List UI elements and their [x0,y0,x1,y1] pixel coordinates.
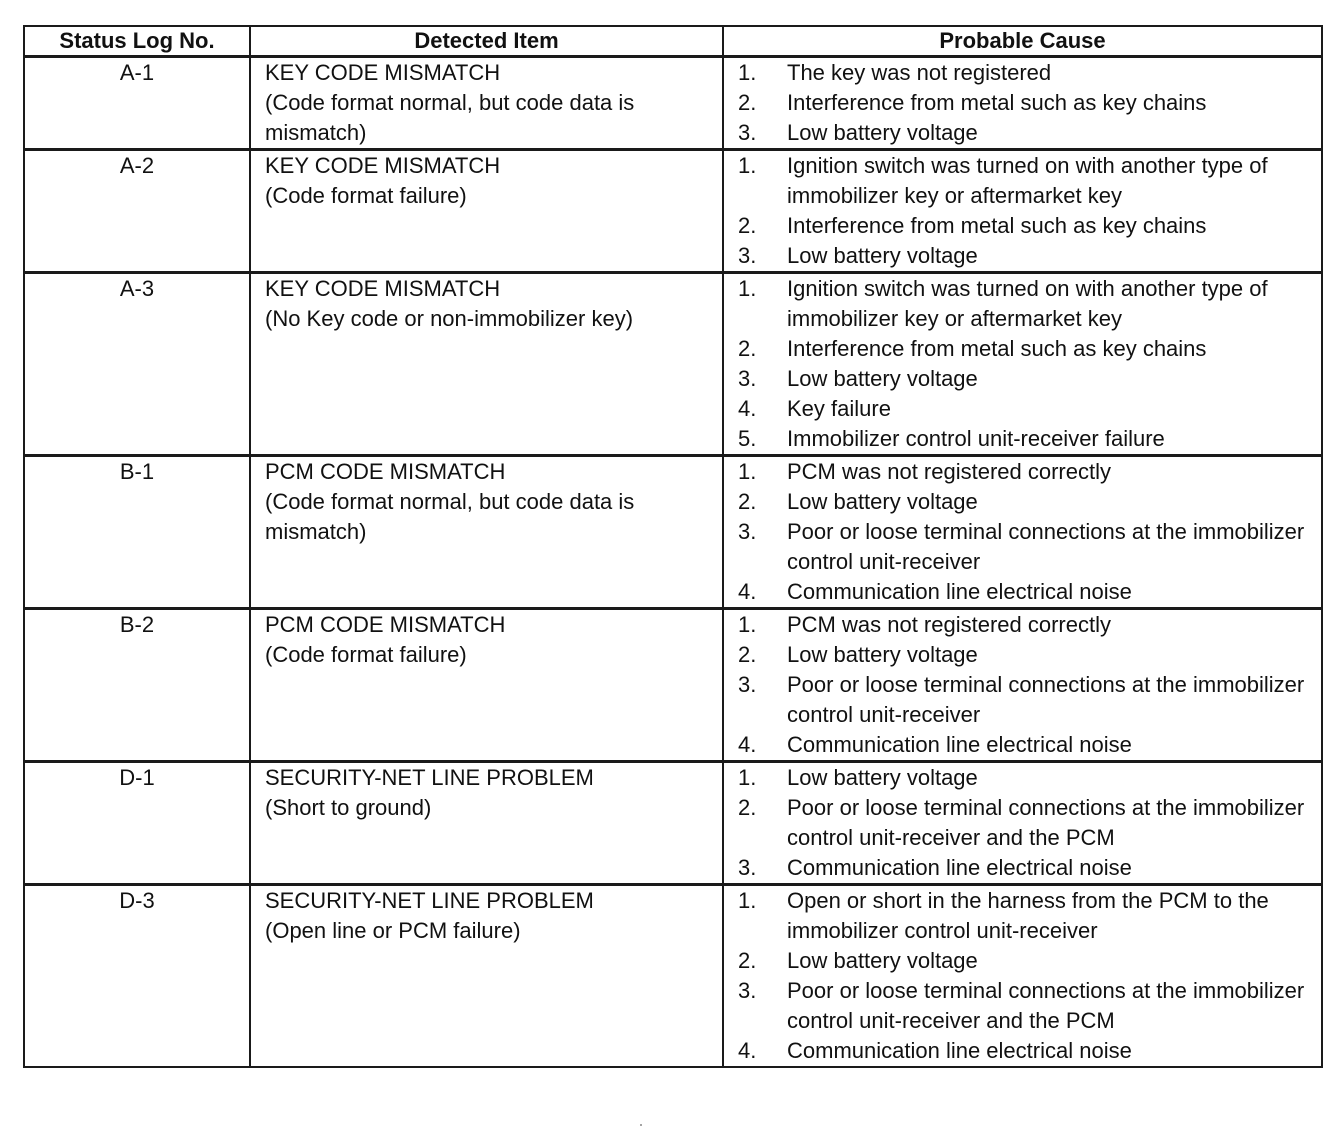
detected-item-cell [250,609,723,762]
cause-text: Open or short in the harness from the PCM to the immobilizer control unit-receiver [787,888,1269,943]
probable-cause-cell [723,57,1322,150]
probable-cause-item [738,640,1313,670]
table-row-b-1 [24,456,1322,609]
cause-number: 2. [738,336,757,361]
table-row-a-3 [24,273,1322,456]
cause-number: 4. [738,579,757,604]
cause-text: Interference from metal such as key chains [787,336,1207,361]
header-detected-item: Detected Item [250,26,723,57]
table-row-d-1 [24,762,1322,885]
detected-item-detail: (Code format failure) [265,642,467,667]
status-log-code: B-1 [24,456,250,609]
cause-text: Low battery voltage [787,120,978,145]
probable-cause-item [738,517,1313,577]
detected-item-title: PCM CODE MISMATCH [265,612,506,637]
table-row-b-2 [24,609,1322,762]
cause-text: Communication line electrical noise [787,732,1132,757]
probable-cause-item [738,853,1313,883]
detected-item-detail: (Open line or PCM failure) [265,918,521,943]
cause-text: Key failure [787,396,891,421]
table-header-row [24,26,1322,57]
cause-text: Ignition switch was turned on with another type of immobilizer key or aftermarket key [787,153,1268,208]
cause-text: PCM was not registered correctly [787,459,1111,484]
cause-number: 3. [738,243,757,268]
cause-number: 3. [738,366,757,391]
status-log-code: D-3 [24,885,250,1068]
detected-item-title: KEY CODE MISMATCH [265,153,501,178]
probable-cause-cell [723,150,1322,273]
cause-text: Low battery voltage [787,765,978,790]
cause-number: 3. [738,672,757,697]
probable-cause-cell [723,762,1322,885]
detected-item-title: KEY CODE MISMATCH [265,276,501,301]
detected-item-detail: (Code format normal, but code data is mismatch) [265,489,635,544]
probable-cause-list [738,274,1313,454]
probable-cause-item [738,946,1313,976]
detected-item-cell [250,885,723,1068]
probable-cause-item [738,610,1313,640]
detected-item-detail: (Code format normal, but code data is mismatch) [265,90,635,145]
probable-cause-item [738,118,1313,148]
probable-cause-item [738,793,1313,853]
probable-cause-item [738,457,1313,487]
probable-cause-list [738,151,1313,271]
cause-text: Communication line electrical noise [787,1038,1132,1063]
cause-number: 5. [738,426,757,451]
status-log-table [23,25,1323,1068]
status-log-code: A-1 [24,57,250,150]
status-log-table-container [23,25,1321,1068]
probable-cause-item [738,364,1313,394]
probable-cause-item [738,1036,1313,1066]
probable-cause-cell [723,456,1322,609]
scan-speck [640,1124,642,1126]
cause-number: 1. [738,276,757,301]
cause-number: 4. [738,396,757,421]
cause-text: Communication line electrical noise [787,855,1132,880]
probable-cause-cell [723,609,1322,762]
detected-item-cell [250,57,723,150]
probable-cause-item [738,394,1313,424]
probable-cause-cell [723,273,1322,456]
probable-cause-item [738,487,1313,517]
cause-text: Immobilizer control unit-receiver failure [787,426,1165,451]
cause-text: PCM was not registered correctly [787,612,1111,637]
detected-item-title: KEY CODE MISMATCH [265,60,501,85]
probable-cause-item [738,577,1313,607]
cause-number: 2. [738,642,757,667]
table-row-d-3 [24,885,1322,1068]
cause-number: 3. [738,519,757,544]
cause-text: Ignition switch was turned on with another type of immobilizer key or aftermarket key [787,276,1268,331]
probable-cause-item [738,886,1313,946]
cause-number: 1. [738,765,757,790]
cause-text: Low battery voltage [787,489,978,514]
cause-text: Communication line electrical noise [787,579,1132,604]
probable-cause-list [738,610,1313,760]
status-log-code: A-2 [24,150,250,273]
cause-text: Poor or loose terminal connections at the immobilizer control unit-receiver and the PCM [787,978,1305,1033]
probable-cause-item [738,730,1313,760]
probable-cause-list [738,457,1313,607]
probable-cause-list [738,886,1313,1066]
probable-cause-item [738,976,1313,1036]
detected-item-title: SECURITY-NET LINE PROBLEM [265,888,594,913]
detected-item-cell [250,456,723,609]
header-status-log-no: Status Log No. [24,26,250,57]
probable-cause-list [738,58,1313,148]
detected-item-detail: (Code format failure) [265,183,467,208]
cause-number: 1. [738,888,757,913]
detected-item-title: SECURITY-NET LINE PROBLEM [265,765,594,790]
cause-number: 2. [738,795,757,820]
cause-text: Low battery voltage [787,642,978,667]
detected-item-cell [250,762,723,885]
cause-number: 3. [738,855,757,880]
status-log-code: D-1 [24,762,250,885]
cause-number: 2. [738,489,757,514]
cause-text: Poor or loose terminal connections at the immobilizer control unit-receiver [787,519,1305,574]
cause-text: Interference from metal such as key chains [787,90,1207,115]
detected-item-cell [250,273,723,456]
probable-cause-cell [723,885,1322,1068]
probable-cause-item [738,211,1313,241]
cause-number: 3. [738,978,757,1003]
cause-number: 4. [738,1038,757,1063]
cause-number: 1. [738,612,757,637]
status-log-code: A-3 [24,273,250,456]
probable-cause-item [738,424,1313,454]
detected-item-cell [250,150,723,273]
probable-cause-item [738,58,1313,88]
cause-text: Poor or loose terminal connections at the immobilizer control unit-receiver and the PCM [787,795,1305,850]
cause-text: Low battery voltage [787,948,978,973]
detected-item-title: PCM CODE MISMATCH [265,459,506,484]
probable-cause-item [738,334,1313,364]
probable-cause-item [738,151,1313,211]
probable-cause-item [738,763,1313,793]
cause-text: Low battery voltage [787,366,978,391]
cause-text: The key was not registered [787,60,1052,85]
cause-number: 1. [738,153,757,178]
cause-number: 2. [738,90,757,115]
probable-cause-item [738,241,1313,271]
cause-number: 1. [738,60,757,85]
probable-cause-item [738,88,1313,118]
table-row-a-2 [24,150,1322,273]
probable-cause-item [738,274,1313,334]
cause-number: 3. [738,120,757,145]
cause-number: 1. [738,459,757,484]
detected-item-detail: (Short to ground) [265,795,432,820]
cause-number: 4. [738,732,757,757]
cause-number: 2. [738,948,757,973]
cause-text: Interference from metal such as key chains [787,213,1207,238]
header-probable-cause: Probable Cause [723,26,1322,57]
status-log-code: B-2 [24,609,250,762]
probable-cause-list [738,763,1313,883]
detected-item-detail: (No Key code or non-immobilizer key) [265,306,634,331]
cause-text: Poor or loose terminal connections at the immobilizer control unit-receiver [787,672,1305,727]
cause-number: 2. [738,213,757,238]
table-body [24,57,1322,1068]
probable-cause-item [738,670,1313,730]
cause-text: Low battery voltage [787,243,978,268]
table-row-a-1 [24,57,1322,150]
